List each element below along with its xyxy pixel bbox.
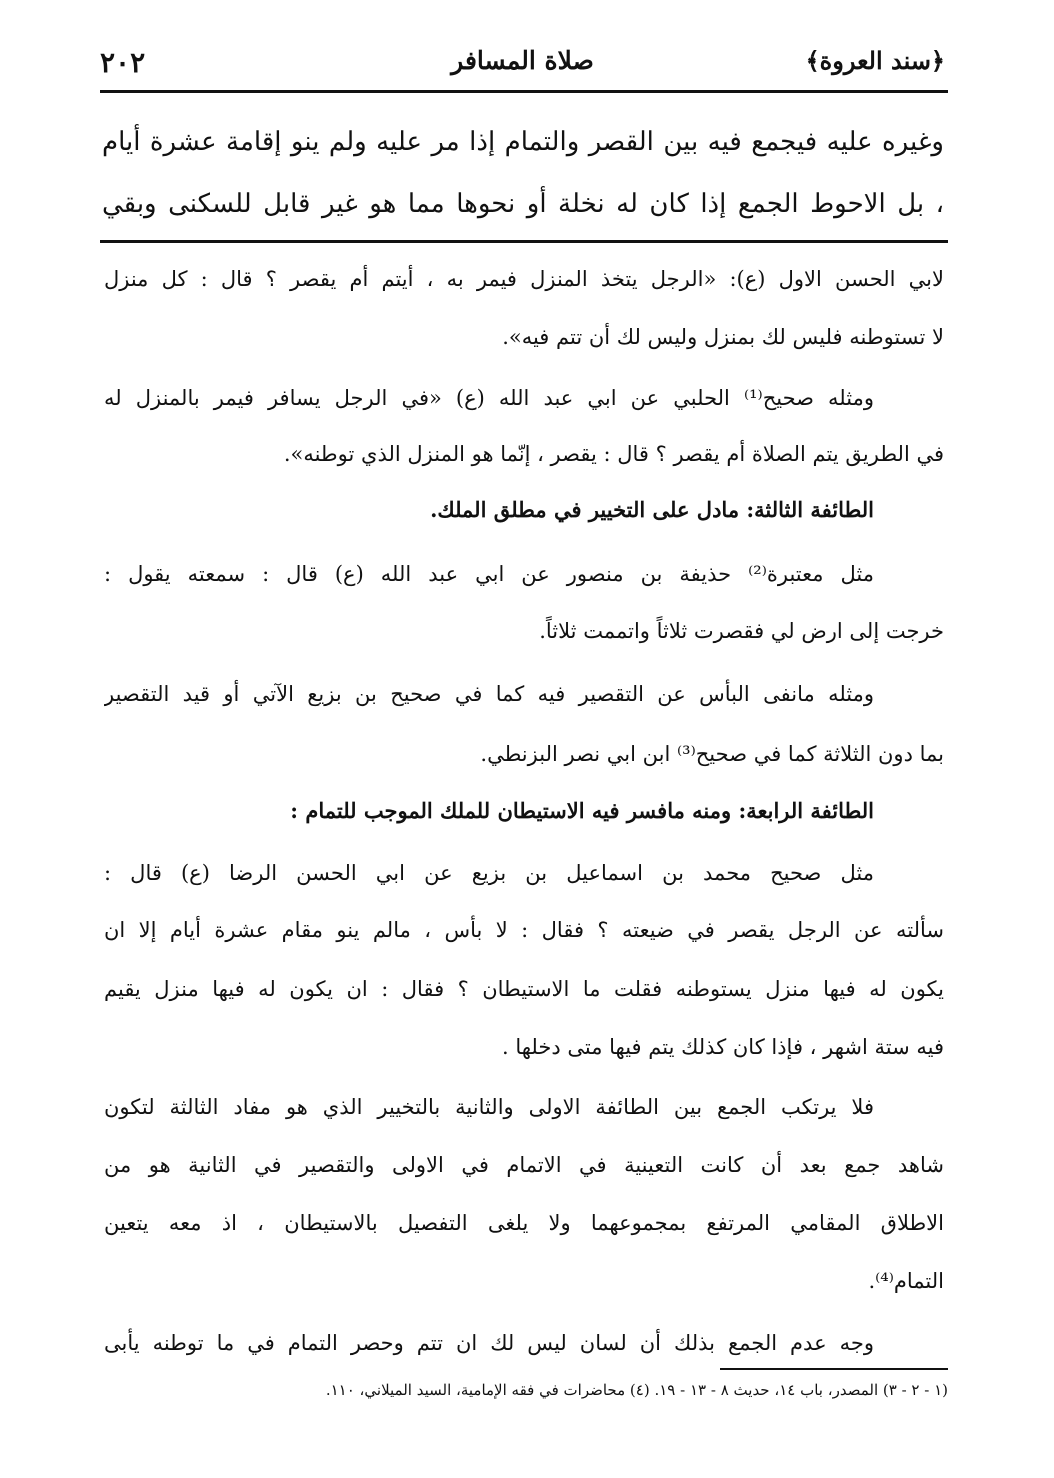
body-line-17: الاطلاق المقامي المرتفع بمجموعهما ولا يلغى التفصيل بالاستيطان ، اذ معه يتعين	[104, 1211, 944, 1235]
body-line-2: لا تستوطنه فليس لك بمنزل وليس لك أن تتم فيه».	[502, 325, 944, 349]
body-line-6: مثل معتبرة⁽²⁾ حذيفة بن منصور عن ابي عبد الله (ع) قال : سمعته يقول :	[104, 562, 874, 586]
body-line-7: خرجت إلى ارض لي فقصرت ثلاثاً واتممت ثلاثاً.	[539, 619, 944, 643]
body-line-3: ومثله صحيح⁽¹⁾ الحلبي عن ابي عبد الله (ع) «في الرجل يسافر فيمر بالمنزل له	[104, 386, 874, 410]
quote-separator-rule	[100, 240, 948, 243]
body-line-4: في الطريق يتم الصلاة أم يقصر ؟ قال : يقصر ، إنّما هو المنزل الذي توطنه».	[283, 442, 944, 466]
body-line-18: التمام⁽⁴⁾.	[868, 1269, 944, 1293]
page-header	[100, 40, 945, 88]
book-title: ﴿سند العروة﴾	[805, 46, 945, 75]
page-number: ٢٠٢	[100, 46, 146, 79]
footnote-rule	[720, 1368, 948, 1370]
header-rule	[100, 90, 948, 93]
body-line-11: مثل صحيح محمد بن اسماعيل بن بزيع عن ابي الحسن الرضا (ع) قال :	[104, 861, 874, 885]
body-line-9: بما دون الثلاثة كما في صحيح⁽³⁾ ابن ابي نصر البزنطي.	[480, 742, 944, 766]
heading-third-group: الطائفة الثالثة: مادل على التخيير في مطلق الملك.	[430, 497, 874, 522]
body-line-1: لابي الحسن الاول (ع): «الرجل يتخذ المنزل فيمر به ، أيتم أم يقصر ؟ قال : كل منزل	[104, 267, 944, 291]
top-line-1: وغيره عليه فيجمع فيه بين القصر والتمام إذا مر عليه ولم ينو إقامة عشرة أيام	[102, 127, 944, 157]
body-line-14: فيه ستة اشهر ، فإذا كان كذلك يتم فيها متى دخلها .	[501, 1035, 944, 1059]
heading-fourth-group: الطائفة الرابعة: ومنه مافسر فيه الاستيطان للملك الموجب للتمام :	[290, 798, 874, 823]
body-line-15: فلا يرتكب الجمع بين الطائفة الاولى والثانية بالتخيير الذي هو مفاد الثالثة لتكون	[104, 1095, 874, 1119]
body-line-19: وجه عدم الجمع بذلك أن لسان ليس لك ان تتم وحصر التمام في ما توطنه يأبى	[104, 1331, 874, 1355]
body-line-12: سألته عن الرجل يقصر في ضيعته ؟ فقال : لا بأس ، مالم ينو مقام عشرة أيام إلا ان	[104, 918, 944, 942]
section-title: صلاة المسافر	[451, 46, 594, 75]
body-line-8: ومثله مانفى البأس عن التقصير فيه كما في صحيح بن بزيع الآتي أو قيد التقصير	[104, 682, 874, 706]
footnotes: (١ - ٢ - ٣) المصدر، باب ١٤، حديث ٨ - ١٣ - ١٩. (٤) محاضرات في فقه الإمامية، السيد الميلاني، ١١٠.	[325, 1381, 948, 1399]
body-line-16: شاهد جمع بعد أن كانت التعينية في الاتمام في الاولى والتقصير في الثانية هو من	[104, 1153, 944, 1177]
top-line-2: ، بل الاحوط الجمع إذا كان له نخلة أو نحوها مما هو غير قابل للسكنى وبقي	[102, 189, 944, 219]
body-line-13: يكون له فيها منزل يستوطنه فقلت ما الاستيطان ؟ فقال : ان يكون له فيها منزل يقيم	[104, 977, 944, 1001]
